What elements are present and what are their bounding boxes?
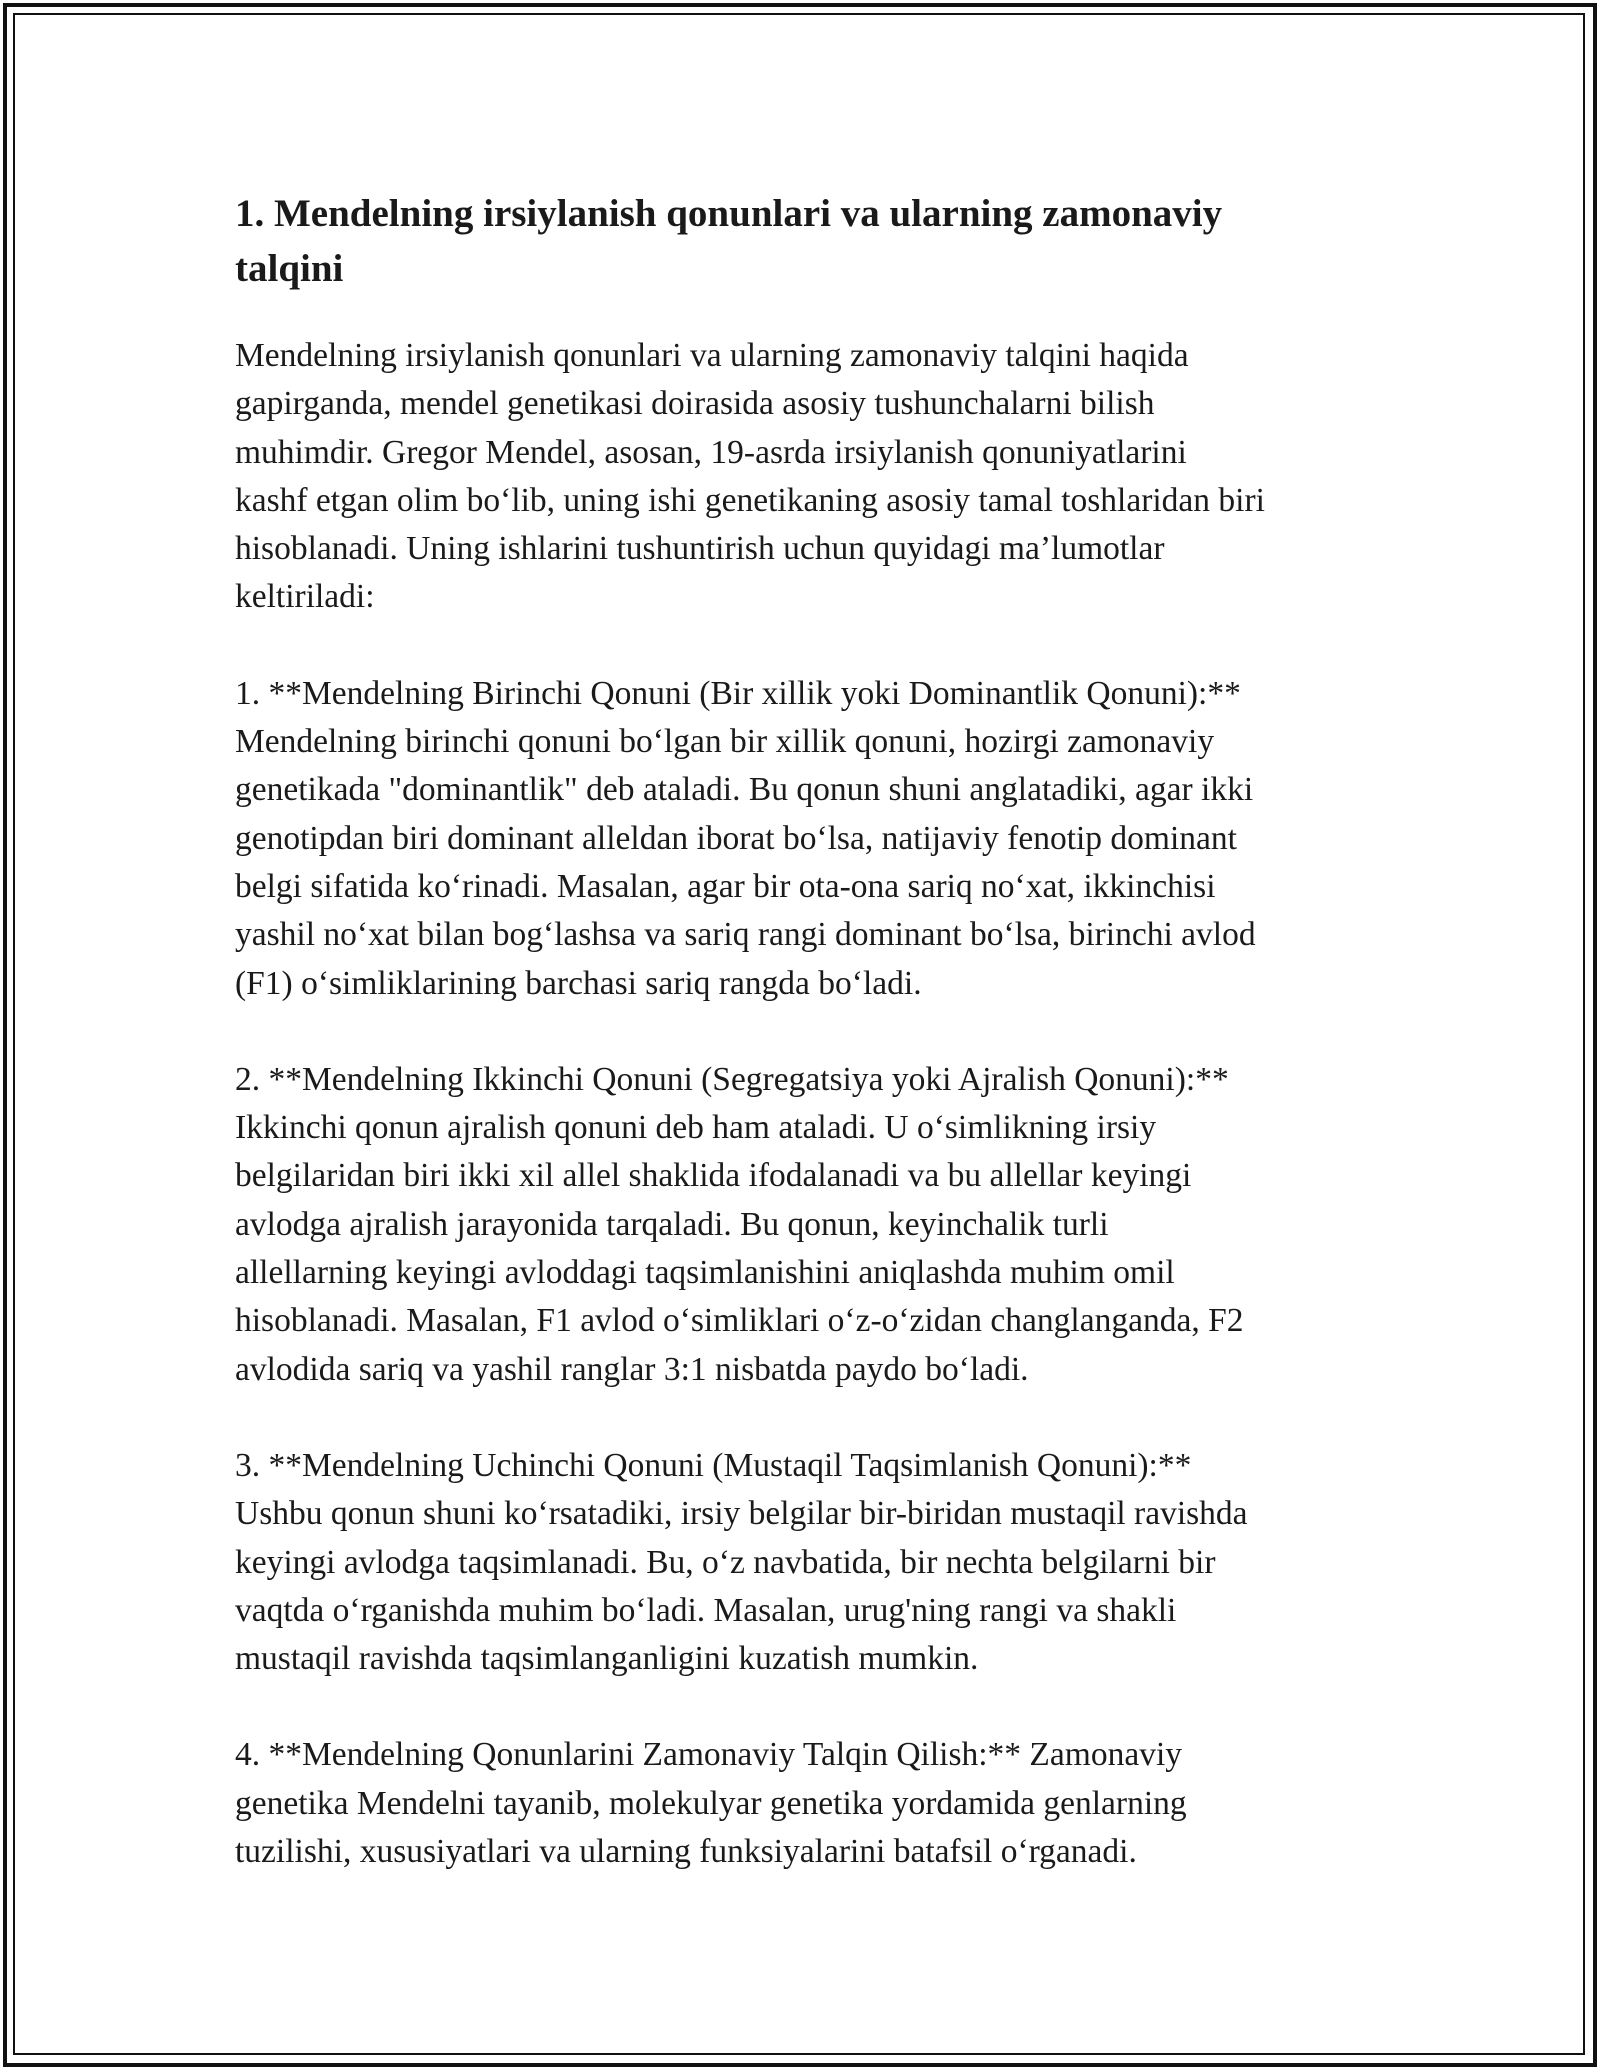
section-third-law: 3. **Mendelning Uchinchi Qonuni (Mustaqil Taqsimlanish Qonuni):** Ushbu qonun shuni ko‘rsatadiki, irsiy belgilar bir-biridan mustaqil ravishda keyingi avlodga taqsimlanadi. Bu, o‘z navbatida, bir nechta belgilarni bir vaqtda o‘rganishda muhim bo‘ladi. Masalan, urug'ning rangi va shakli mustaqil ravishda taqsimlanganligini kuzatish mumkin.: [235, 1446, 1248, 1678]
section-modern-interpretation: 4. **Mendelning Qonunlarini Zamonaviy Talqin Qilish:** Zamonaviy genetika Mendelni tayanib, molekulyar genetika yordamida genlarning tuzilishi, xususiyatlari va ularning funksiyalarini batafsil o‘rganadi.: [235, 1736, 1187, 1871]
document-title: 1. Mendelning irsiylanish qonunlari va ularning zamonaviy talqini: [235, 192, 1223, 290]
intro-paragraph: Mendelning irsiylanish qonunlari va ularning zamonaviy talqini haqida gapirganda, mendel genetikasi doirasida asosiy tushunchalarni bilish muhimdir. Gregor Mendel, asosan, 19-asrda irsiylanish qonuniyatlarini kashf etgan olim bo‘lib, uning ishi genetikaning asosiy tamal toshlaridan biri hisoblanadi. Uning ishlarini tushuntirish uchun quyidagi ma’lumotlar keltiriladi:: [235, 337, 1265, 616]
section-first-law: 1. **Mendelning Birinchi Qonuni (Bir xillik yoki Dominantlik Qonuni):** Mendelning birinchi qonuni bo‘lgan bir xillik qonuni, hozirgi zamonaviy genetikada "dominantlik" deb ataladi. Bu qonun shuni anglatadiki, agar ikki genotipdan biri dominant alleldan iborat bo‘lsa, natijaviy fenotip dominant belgi sifatida ko‘rinadi. Masalan, agar bir ota-ona sariq no‘xat, ikkinchisi yashil no‘xat bilan bog‘lashsa va sariq rangi dominant bo‘lsa, birinchi avlod (F1) o‘simliklarining barchasi sariq rangda bo‘ladi.: [235, 674, 1256, 1002]
section-second-law: 2. **Mendelning Ikkinchi Qonuni (Segregatsiya yoki Ajralish Qonuni):** Ikkinchi qonun ajralish qonuni deb ham ataladi. U o‘simlikning irsiy belgilaridan biri ikki xil allel shaklida ifodalanadi va bu allellar keyingi avlodga ajralish jarayonida tarqaladi. Bu qonun, keyinchalik turli allellarning keyingi avloddagi taqsimlanishini aniqlashda muhim omil hisoblanadi. Masalan, F1 avlod o‘simliklari o‘z-o‘zidan changlanganda, F2 avlodida sariq va yashil ranglar 3:1 nisbatda paydo bo‘ladi.: [235, 1060, 1244, 1388]
document-body: [235, 186, 1375, 1924]
